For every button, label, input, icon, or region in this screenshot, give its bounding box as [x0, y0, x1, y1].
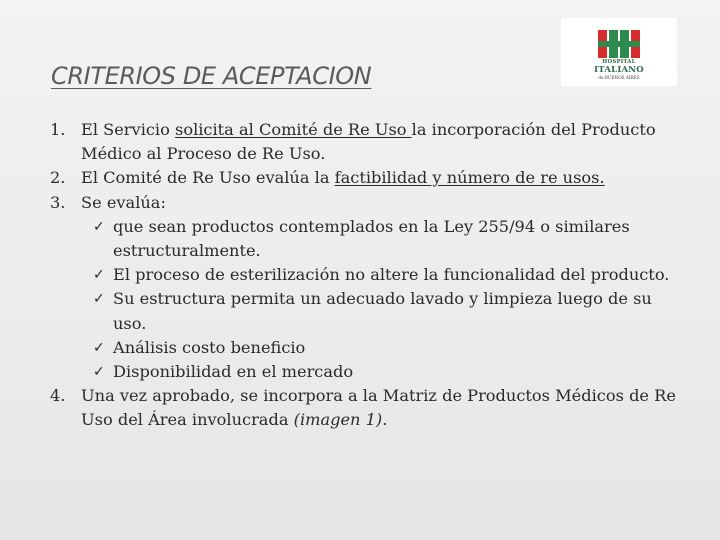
checkmark-icon: ✓ — [93, 364, 105, 381]
item-number: 1. — [50, 120, 66, 139]
hospital-cross-icon — [598, 30, 640, 58]
checkmark-icon: ✓ — [93, 218, 105, 235]
sub-list-item — [93, 336, 690, 360]
page-title: CRITERIOS DE ACEPTACION — [51, 62, 372, 90]
sub-list-item — [93, 263, 690, 287]
hospital-logo — [561, 18, 677, 86]
item-number: 4. — [50, 386, 66, 406]
list-item-2 — [50, 166, 690, 190]
sub-list-item — [93, 215, 690, 263]
item-text — [81, 118, 690, 166]
item-text-part: la incorporación del Producto Médico al Proceso de Re Uso. — [81, 120, 656, 164]
underlined-text: factibilidad y número de re usos. — [334, 168, 605, 188]
sub-list-item — [93, 287, 690, 335]
list-item-3 — [50, 191, 690, 215]
item-text-part: El Servicio — [81, 120, 176, 139]
item-text: Se evalúa: — [81, 192, 166, 212]
sub-item-text: Su estructura permita un adecuado lavado y limpieza luego de su uso. — [113, 289, 652, 333]
image-reference: (imagen 1) — [293, 410, 383, 430]
logo-line-3: de BUENOS AIRES — [598, 75, 640, 80]
logo-line-1: HOSPITAL — [602, 59, 636, 65]
item-text-part: Una vez aprobado, se incorpora a la Matriz de Productos Médicos de Re Uso del Área involucrada — [81, 386, 676, 430]
checkmark-icon: ✓ — [93, 291, 105, 308]
logo-line-2: ITALIANO — [594, 65, 644, 75]
item-number: 3. — [50, 192, 66, 212]
item-number: 2. — [50, 168, 66, 188]
sub-item-text: que sean productos contemplados en la Ley 255/94 o similares estructuralmente. — [113, 216, 630, 261]
criteria-list — [50, 118, 690, 433]
list-item-1 — [50, 118, 690, 166]
sub-item-text: Análisis costo beneficio — [113, 337, 306, 357]
sub-list-item — [93, 360, 690, 384]
checkmark-icon: ✓ — [93, 339, 105, 356]
item-text — [81, 384, 690, 432]
underlined-text: solicita al Comité de Re Uso — [175, 120, 412, 139]
checkmark-icon: ✓ — [93, 267, 105, 284]
list-item-4 — [50, 384, 690, 432]
sub-item-text: Disponibilidad en el mercado — [113, 362, 354, 382]
item-text — [81, 166, 605, 190]
sub-item-text: El proceso de esterilización no altere la funcionalidad del producto. — [113, 265, 670, 285]
item-text-part: . — [382, 410, 388, 430]
item-text-part: El Comité de Re Uso evalúa la — [81, 168, 335, 188]
